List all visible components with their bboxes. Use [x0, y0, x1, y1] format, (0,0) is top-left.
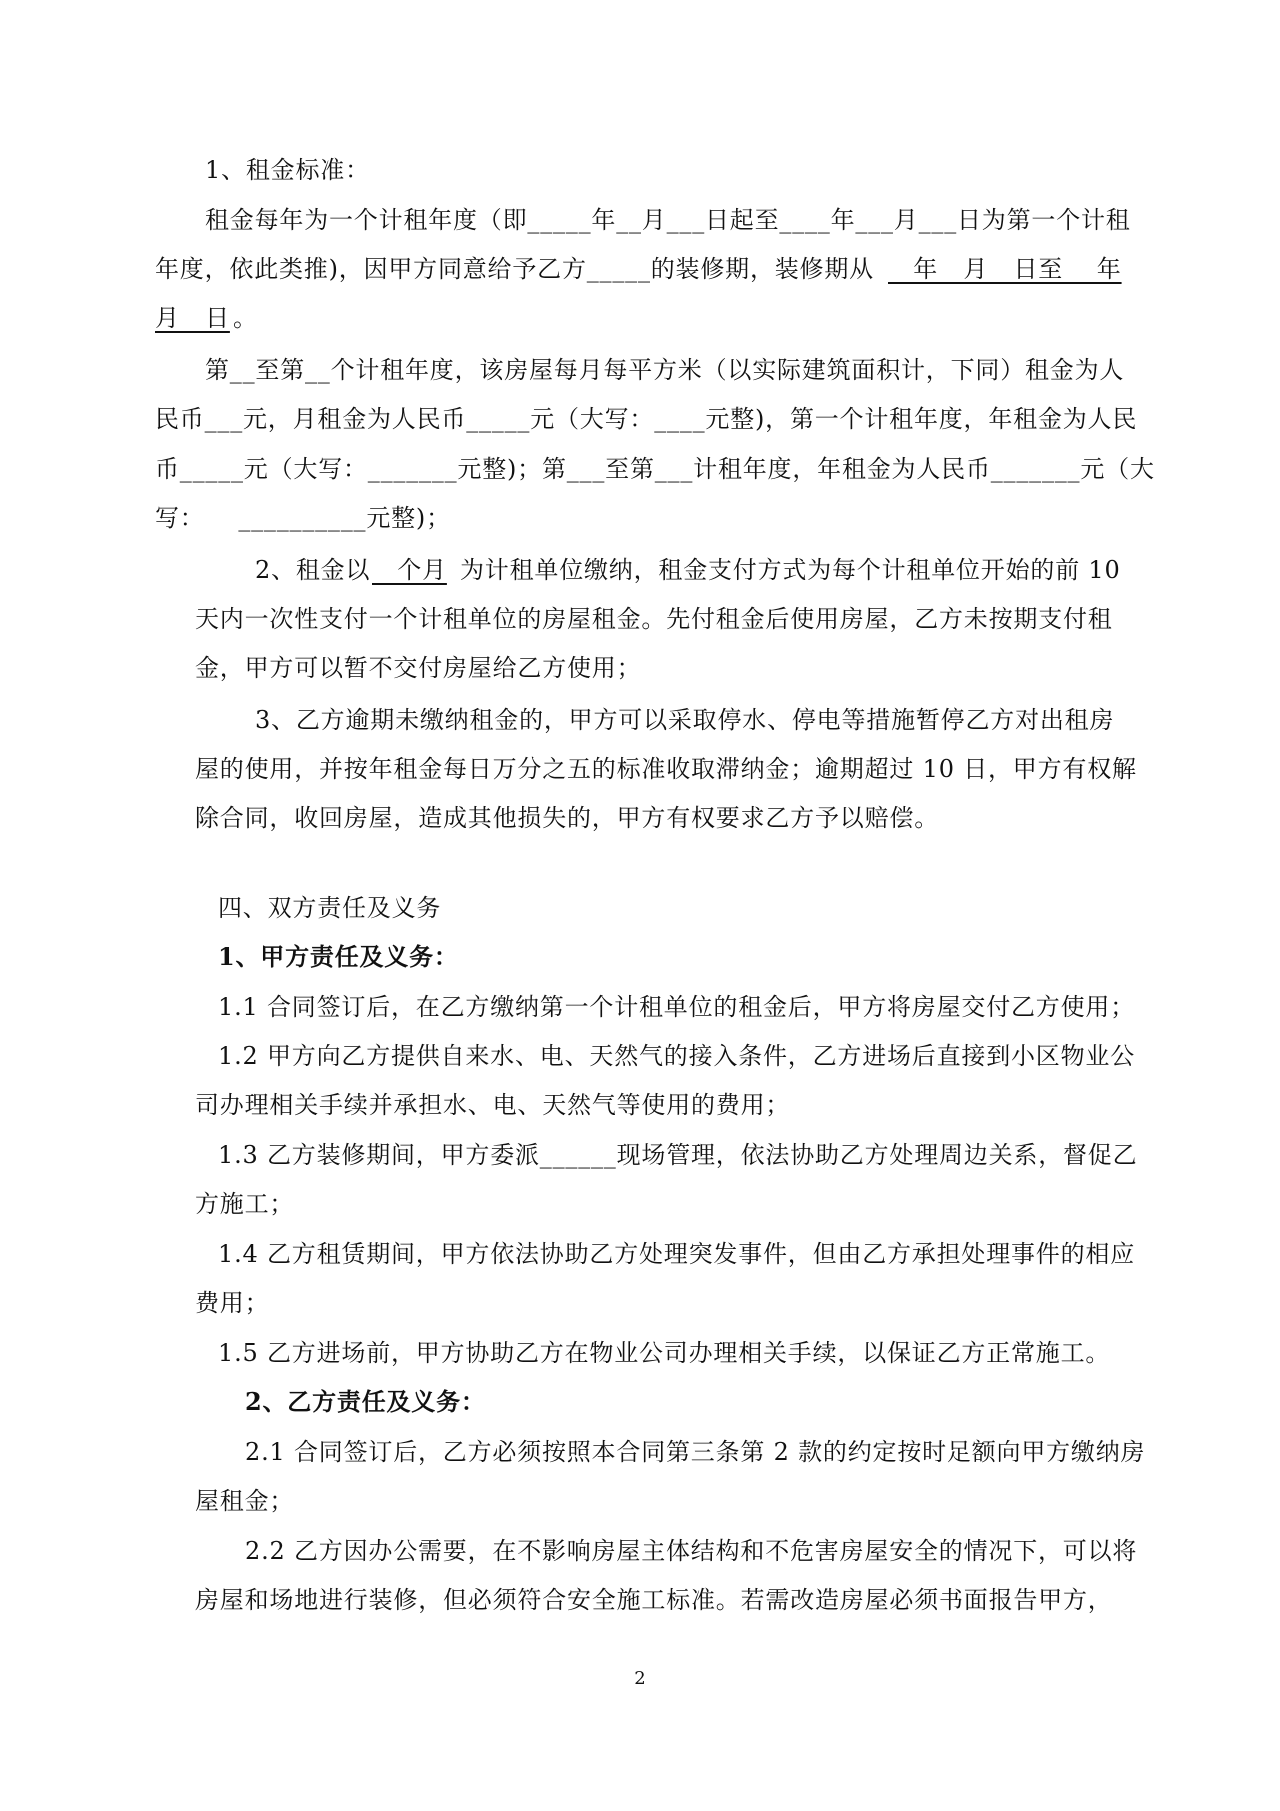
underlined-date-range: 月 日: [155, 304, 230, 332]
clause-late-payment: 3、乙方逾期未缴纳租金的，甲方可以采取停水、停电等措施暂停乙方对出租房: [255, 706, 1115, 734]
text-line: 金，甲方可以暂不交付房屋给乙方使用；: [195, 654, 642, 682]
text-line: 司办理相关手续并承担水、电、天然气等使用的费用；: [195, 1091, 791, 1119]
text-line: 1.2 甲方向乙方提供自来水、电、天然气的接入条件，乙方进场后直接到小区物业公: [218, 1042, 1135, 1070]
text-line: 年度，依此类推)，因甲方同意给予乙方_____的装修期，装修期从: [155, 255, 874, 283]
text-line: 天内一次性支付一个计租单位的房屋租金。先付租金后使用房屋，乙方未按期支付租: [195, 605, 1113, 633]
text-line: 2.2 乙方因办公需要，在不影响房屋主体结构和不危害房屋安全的情况下，可以将: [245, 1537, 1138, 1565]
text-line: 1.5 乙方进场前，甲方协助乙方在物业公司办理相关手续，以保证乙方正常施工。: [218, 1339, 1111, 1367]
subsection-heading: 2、乙方责任及义务：: [245, 1387, 486, 1416]
page-number: 2: [634, 1668, 646, 1689]
clause-payment: 2、租金以: [255, 556, 371, 584]
text-line: 第__至第__个计租年度，该房屋每月每平方米（以实际建筑面积计，下同）租金为人: [205, 356, 1125, 384]
text-line: 除合同，收回房屋，造成其他损失的，甲方有权要求乙方予以赔偿。: [195, 804, 939, 832]
text-line: 方施工；: [195, 1190, 295, 1218]
text-line: 写： __________元整)；: [155, 504, 451, 532]
underlined-period: 个月: [372, 556, 447, 584]
text-line: 1.1 合同签订后，在乙方缴纳第一个计租单位的租金后，甲方将房屋交付乙方使用；: [218, 993, 1135, 1021]
text-line: 房屋和场地进行装修，但必须符合安全施工标准。若需改造房屋必须书面报告甲方，: [195, 1586, 1113, 1614]
text-line: 1.3 乙方装修期间，甲方委派______现场管理，依法协助乙方处理周边关系，督促乙: [218, 1141, 1138, 1169]
text-line: 屋租金；: [195, 1487, 295, 1515]
text-line: 费用；: [195, 1289, 270, 1317]
subsection-heading: 1、甲方责任及义务：: [218, 942, 459, 971]
text-line: 2.1 合同签订后，乙方必须按照本合同第三条第 2 款的约定按时足额向甲方缴纳房: [245, 1438, 1146, 1466]
text-line: 为计租单位缴纳，租金支付方式为每个计租单位开始的前 10: [460, 556, 1121, 584]
text-line: 1.4 乙方租赁期间，甲方依法协助乙方处理突发事件，但由乙方承担处理事件的相应: [218, 1240, 1135, 1268]
text-line: 屋的使用，并按年租金每日万分之五的标准收取滞纳金；逾期超过 10 日，甲方有权解: [195, 755, 1137, 783]
text-line: 。: [233, 304, 258, 332]
text-line: 租金每年为一个计租年度（即_____年__月___日起至____年___月___日为第一个计租: [205, 206, 1131, 234]
underlined-date-range: 年 月 日至 年: [888, 255, 1122, 283]
clause-rent-standard-title: 1、租金标准：: [205, 156, 370, 184]
text-line: 币_____元（大写：_______元整)；第___至第___计租年度，年租金为人民币_______元（大: [155, 455, 1155, 483]
section-heading: 四、双方责任及义务: [218, 894, 442, 922]
text-line: 民币___元，月租金为人民币_____元（大写：____元整)，第一个计租年度，年租金为人民: [155, 405, 1138, 433]
